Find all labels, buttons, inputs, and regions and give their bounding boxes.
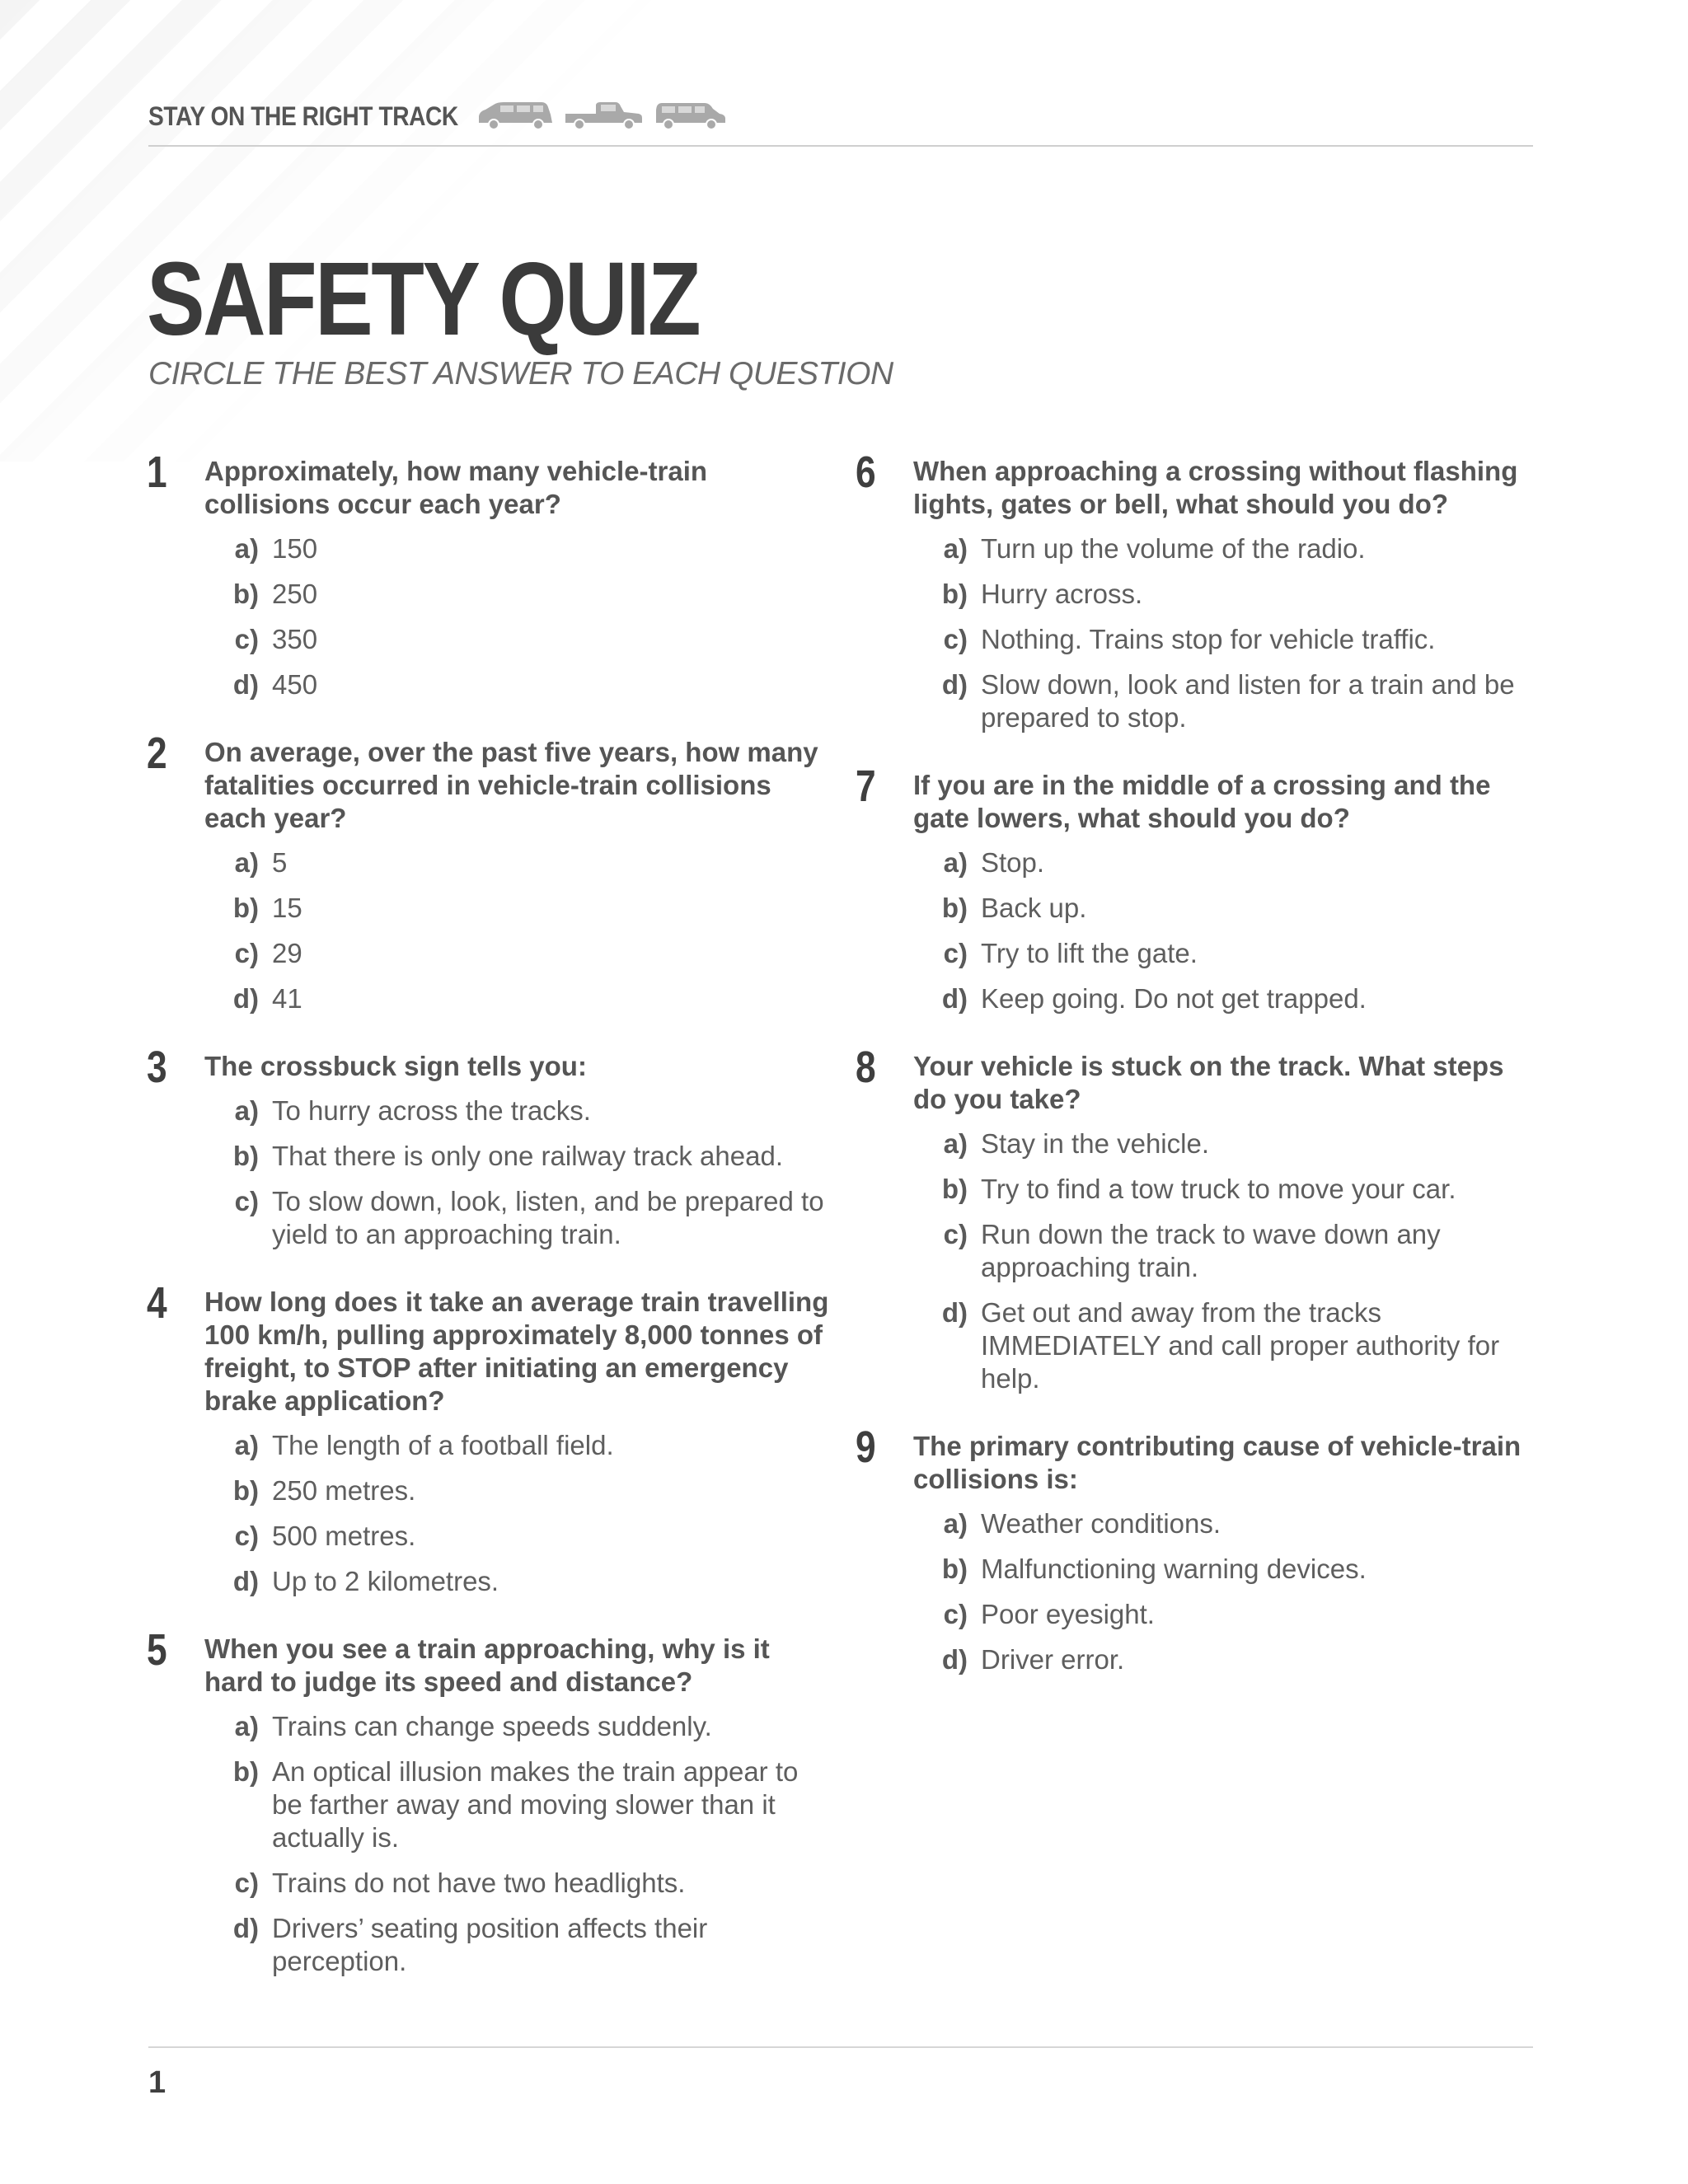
answer-option[interactable] <box>913 982 1541 1015</box>
answer-option[interactable] <box>204 982 832 1015</box>
quiz-question <box>856 1043 1541 1395</box>
option-letter: d) <box>941 1297 968 1328</box>
right-column <box>856 448 1541 1711</box>
question-text: On average, over the past five years, how many fatalities occurred in vehicle-train collisions each year? <box>204 737 818 833</box>
option-text: 150 <box>272 533 318 564</box>
question-text: Approximately, how many vehicle-train collisions occur each year? <box>204 456 708 519</box>
option-text: The length of a football field. <box>272 1430 614 1460</box>
header-title: STAY ON THE RIGHT TRACK <box>148 101 458 131</box>
answer-option[interactable] <box>913 1643 1541 1676</box>
option-text: To hurry across the tracks. <box>272 1095 591 1126</box>
quiz-question <box>856 762 1541 1015</box>
option-text: Try to find a tow truck to move your car. <box>981 1174 1456 1204</box>
option-letter: b) <box>941 579 968 609</box>
option-text: 250 metres. <box>272 1475 416 1506</box>
option-text: 250 <box>272 579 318 609</box>
option-letter: b) <box>232 893 259 923</box>
question-text: If you are in the middle of a crossing and the gate lowers, what should you do? <box>913 770 1491 833</box>
option-text: 350 <box>272 624 318 654</box>
question-number: 7 <box>856 762 876 811</box>
option-text: 5 <box>272 847 288 878</box>
option-text: Trains can change speeds suddenly. <box>272 1711 712 1741</box>
answer-option[interactable] <box>913 578 1541 611</box>
answer-option[interactable] <box>913 1553 1541 1586</box>
answer-option[interactable] <box>913 892 1541 925</box>
option-text: Up to 2 kilometres. <box>272 1566 499 1596</box>
left-column <box>147 448 832 2013</box>
answer-option[interactable] <box>204 623 832 656</box>
quiz-question <box>147 1043 832 1251</box>
answer-option[interactable] <box>204 1912 832 1978</box>
question-text: The crossbuck sign tells you: <box>204 1051 587 1081</box>
option-text: Weather conditions. <box>981 1508 1221 1539</box>
option-letter: a) <box>234 533 259 564</box>
answer-option[interactable] <box>204 1520 832 1553</box>
question-number: 3 <box>147 1043 167 1092</box>
option-letter: a) <box>234 847 259 878</box>
answer-option[interactable] <box>204 1710 832 1743</box>
question-number: 2 <box>147 729 167 778</box>
answer-option[interactable] <box>913 1507 1541 1540</box>
option-letter: c) <box>234 1521 259 1551</box>
background-stripes <box>0 0 676 462</box>
question-text: When you see a train approaching, why is it hard to judge its speed and distance? <box>204 1633 770 1697</box>
answer-option[interactable] <box>204 1429 832 1462</box>
option-text: Back up. <box>981 893 1087 923</box>
option-letter: b) <box>232 1141 259 1171</box>
option-text: 41 <box>272 983 302 1014</box>
answer-option[interactable] <box>204 1755 832 1854</box>
option-letter: c) <box>943 1599 968 1629</box>
answer-option[interactable] <box>204 1474 832 1507</box>
page-header <box>148 92 1533 147</box>
answer-option[interactable] <box>204 668 832 701</box>
option-text: 29 <box>272 938 302 968</box>
answer-option[interactable] <box>204 1094 832 1127</box>
option-letter: a) <box>943 1508 968 1539</box>
option-letter: d) <box>232 983 259 1014</box>
option-letter: b) <box>232 579 259 609</box>
option-text: Hurry across. <box>981 579 1143 609</box>
option-letter: a) <box>234 1095 259 1126</box>
option-text: Malfunctioning warning devices. <box>981 1554 1367 1584</box>
quiz-question <box>147 1278 832 1598</box>
option-text: Run down the track to wave down any approaching train. <box>981 1219 1441 1282</box>
answer-option[interactable] <box>204 578 832 611</box>
question-text: How long does it take an average train travelling 100 km/h, pulling approximately 8,000 tonnes of freight, to STOP after initiating an emergency brake application? <box>204 1286 829 1416</box>
option-text: To slow down, look, listen, and be prepared to yield to an approaching train. <box>272 1186 824 1249</box>
option-text: 500 metres. <box>272 1521 416 1551</box>
quiz-question <box>147 1625 832 1978</box>
answer-option[interactable] <box>913 846 1541 879</box>
answer-option[interactable] <box>204 1867 832 1900</box>
option-letter: c) <box>234 938 259 968</box>
option-text: Drivers’ seating position affects their perception. <box>272 1913 708 1976</box>
option-text: Try to lift the gate. <box>981 938 1198 968</box>
question-text: When approaching a crossing without flashing lights, gates or bell, what should you do? <box>913 456 1518 519</box>
answer-option[interactable] <box>204 846 832 879</box>
quiz-question <box>856 448 1541 734</box>
answer-option[interactable] <box>913 623 1541 656</box>
option-letter: a) <box>234 1711 259 1741</box>
suv-icon <box>654 100 728 133</box>
question-number: 1 <box>147 448 167 497</box>
option-letter: c) <box>234 1186 259 1216</box>
option-text: That there is only one railway track ahead. <box>272 1141 783 1171</box>
option-letter: d) <box>941 1644 968 1675</box>
answer-option[interactable] <box>913 937 1541 970</box>
option-text: Stop. <box>981 847 1045 878</box>
footer-divider <box>148 2046 1533 2048</box>
option-text: Nothing. Trains stop for vehicle traffic. <box>981 624 1436 654</box>
answer-option[interactable] <box>913 532 1541 565</box>
pickup-truck-icon <box>563 100 645 133</box>
page-number: 1 <box>148 2065 166 2100</box>
question-number: 5 <box>147 1625 167 1675</box>
quiz-question <box>147 729 832 1015</box>
question-number: 9 <box>856 1422 876 1472</box>
answer-option[interactable] <box>913 1218 1541 1284</box>
option-text: 450 <box>272 669 318 700</box>
option-text: Turn up the volume of the radio. <box>981 533 1366 564</box>
question-text: Your vehicle is stuck on the track. What steps do you take? <box>913 1051 1504 1114</box>
vehicle-icons <box>476 100 728 133</box>
question-number: 4 <box>147 1278 167 1328</box>
option-text: Slow down, look and listen for a train and be prepared to stop. <box>981 669 1515 733</box>
answer-option[interactable] <box>204 937 832 970</box>
answer-option[interactable] <box>913 1296 1541 1395</box>
option-letter: d) <box>941 669 968 700</box>
option-text: Poor eyesight. <box>981 1599 1155 1629</box>
answer-option[interactable] <box>913 1173 1541 1206</box>
option-text: Driver error. <box>981 1644 1125 1675</box>
option-letter: d) <box>941 983 968 1014</box>
option-text: An optical illusion makes the train appear to be farther away and moving slower than it actually is. <box>272 1756 799 1853</box>
option-letter: a) <box>234 1430 259 1460</box>
option-text: Stay in the vehicle. <box>981 1128 1209 1159</box>
question-number: 8 <box>856 1043 876 1092</box>
answer-option[interactable] <box>204 892 832 925</box>
option-letter: a) <box>943 1128 968 1159</box>
option-letter: d) <box>232 669 259 700</box>
option-letter: c) <box>234 1868 259 1898</box>
option-text: Trains do not have two headlights. <box>272 1868 686 1898</box>
option-letter: b) <box>941 1554 968 1584</box>
option-text: Get out and away from the tracks IMMEDIATELY and call proper authority for help. <box>981 1297 1500 1394</box>
quiz-question <box>856 1422 1541 1676</box>
answer-option[interactable] <box>204 1565 832 1598</box>
question-number: 6 <box>856 448 876 497</box>
option-letter: b) <box>941 893 968 923</box>
quiz-question <box>147 448 832 701</box>
option-letter: d) <box>232 1913 259 1943</box>
option-letter: c) <box>234 624 259 654</box>
option-letter: b) <box>232 1475 259 1506</box>
option-text: Keep going. Do not get trapped. <box>981 983 1367 1014</box>
option-letter: b) <box>232 1756 259 1787</box>
answer-option[interactable] <box>913 1127 1541 1160</box>
option-letter: d) <box>232 1566 259 1596</box>
answer-option[interactable] <box>204 1185 832 1251</box>
question-text: The primary contributing cause of vehicle-train collisions is: <box>913 1431 1522 1494</box>
option-letter: a) <box>943 847 968 878</box>
answer-option[interactable] <box>913 1598 1541 1631</box>
option-letter: a) <box>943 533 968 564</box>
page-subtitle: CIRCLE THE BEST ANSWER TO EACH QUESTION <box>148 356 893 391</box>
page-title: SAFETY QUIZ <box>147 241 700 357</box>
minivan-icon <box>476 100 555 133</box>
option-letter: c) <box>943 1219 968 1249</box>
option-letter: c) <box>943 938 968 968</box>
option-letter: c) <box>943 624 968 654</box>
answer-option[interactable] <box>913 668 1541 734</box>
option-text: 15 <box>272 893 302 923</box>
option-letter: b) <box>941 1174 968 1204</box>
answer-option[interactable] <box>204 532 832 565</box>
answer-option[interactable] <box>204 1140 832 1173</box>
